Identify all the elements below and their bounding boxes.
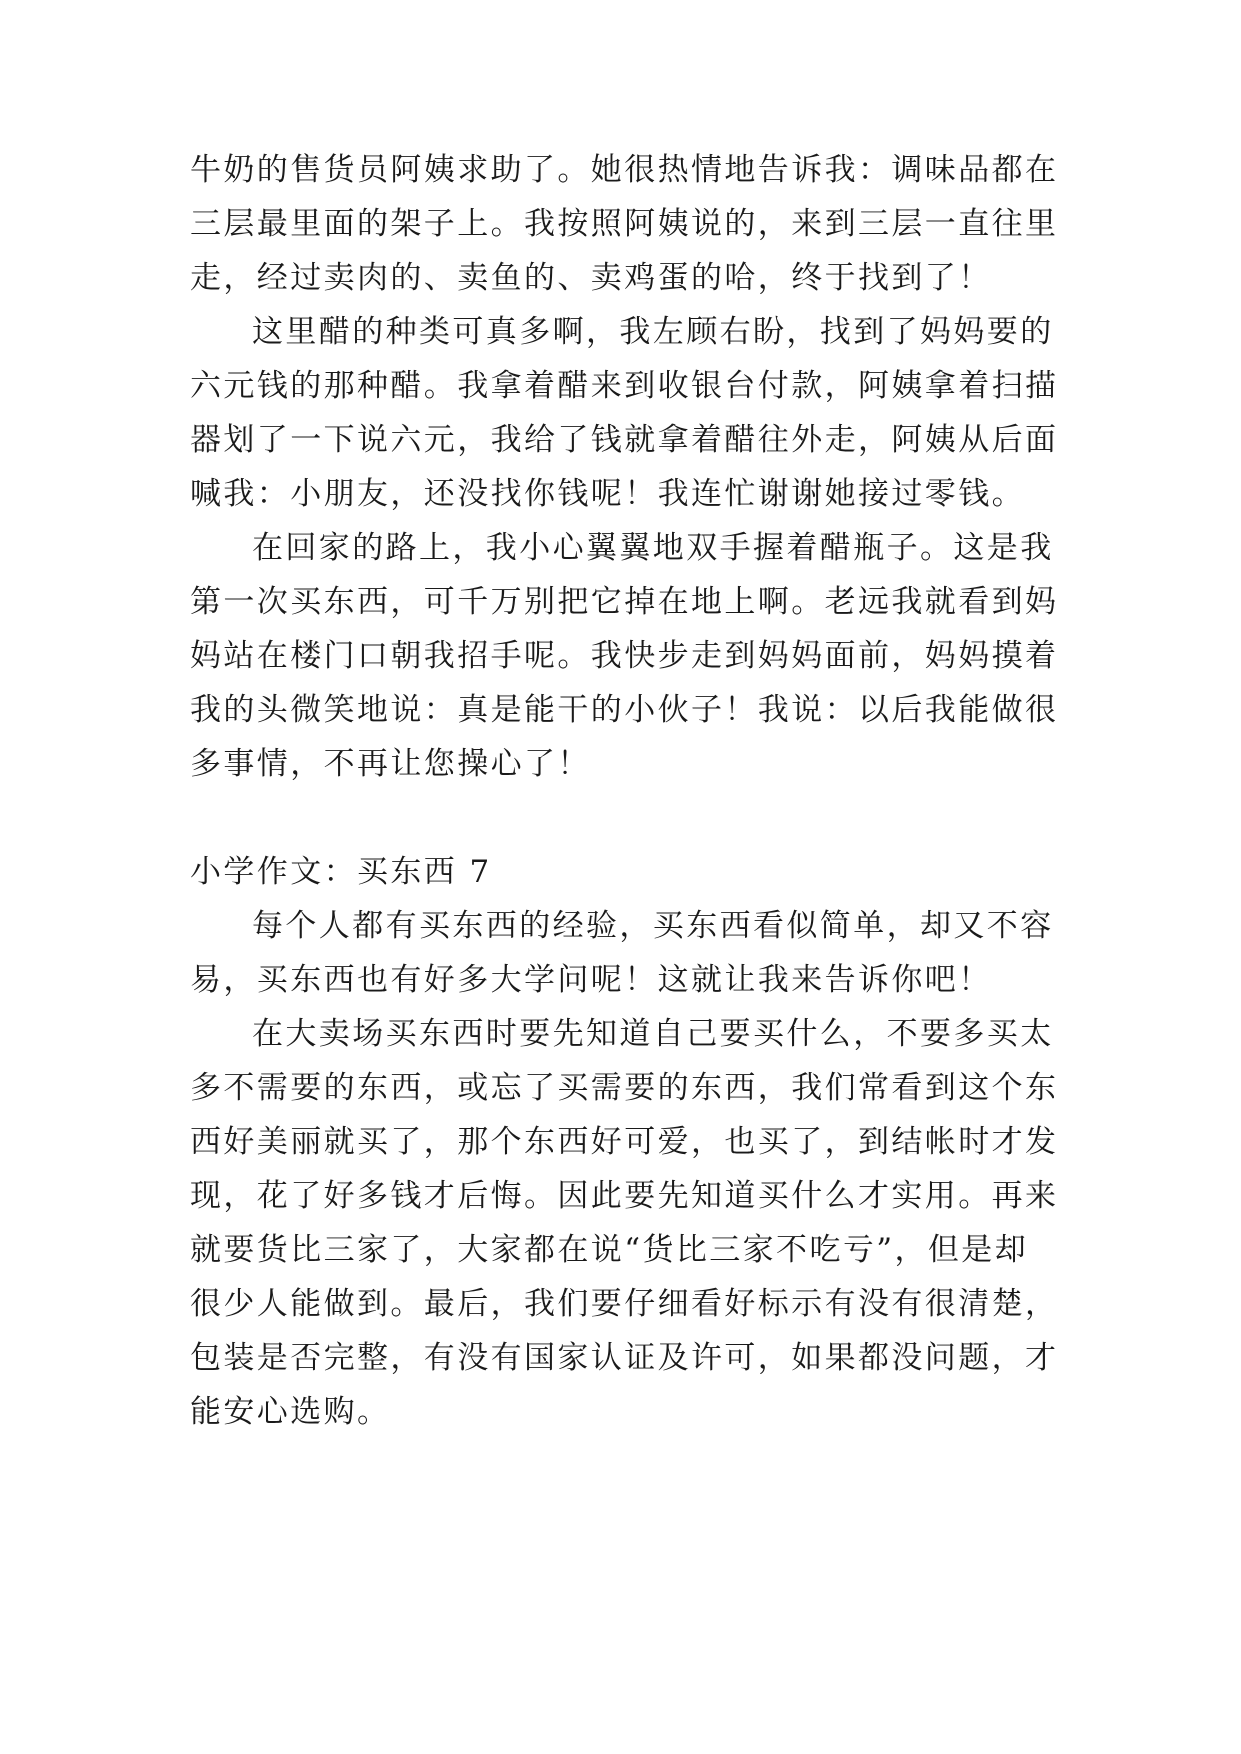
text-line: 现，花了好多钱才后悔。因此要先知道买什么才实用。再来 <box>190 1178 1059 1214</box>
text-line: 易，买东西也有好多大学问呢！这就让我来告诉你吧！ <box>190 962 992 998</box>
paragraph-start-line: 在回家的路上，我小心翼翼地双手握着醋瓶子。这是我 <box>252 530 1054 566</box>
essay-title: 小学作文：买东西 7 <box>190 854 492 890</box>
text-line: 多事情，不再让您操心了！ <box>190 746 591 782</box>
text-line: 能安心选购。 <box>190 1394 391 1430</box>
text-line: 多不需要的东西，或忘了买需要的东西，我们常看到这个东 <box>190 1070 1059 1106</box>
text-line: 很少人能做到。最后，我们要仔细看好标示有没有很清楚， <box>190 1286 1059 1322</box>
text-line: 我的头微笑地说：真是能干的小伙子！我说：以后我能做很 <box>190 692 1059 728</box>
text-line: 三层最里面的架子上。我按照阿姨说的，来到三层一直往里 <box>190 206 1059 242</box>
text-line: 走，经过卖肉的、卖鱼的、卖鸡蛋的哈，终于找到了！ <box>190 260 992 296</box>
text-line: 喊我：小朋友，还没找你钱呢！我连忙谢谢她接过零钱。 <box>190 476 1025 512</box>
paragraph-start-line: 这里醋的种类可真多啊，我左顾右盼，找到了妈妈要的 <box>252 314 1054 350</box>
text-line: 牛奶的售货员阿姨求助了。她很热情地告诉我：调味品都在 <box>190 152 1059 188</box>
paragraph-start-line: 在大卖场买东西时要先知道自己要买什么，不要多买太 <box>252 1016 1054 1052</box>
text-line: 包装是否完整，有没有国家认证及许可，如果都没问题，才 <box>190 1340 1059 1376</box>
paragraph-start-line: 每个人都有买东西的经验，买东西看似简单，却又不容 <box>252 908 1054 944</box>
text-line: 第一次买东西，可千万别把它掉在地上啊。老远我就看到妈 <box>190 584 1059 620</box>
text-line: 西好美丽就买了，那个东西好可爱，也买了，到结帐时才发 <box>190 1124 1059 1160</box>
text-line: 六元钱的那种醋。我拿着醋来到收银台付款，阿姨拿着扫描 <box>190 368 1059 404</box>
text-line: 妈站在楼门口朝我招手呢。我快步走到妈妈面前，妈妈摸着 <box>190 638 1059 674</box>
text-line: 器划了一下说六元，我给了钱就拿着醋往外走，阿姨从后面 <box>190 422 1059 458</box>
text-line: 就要货比三家了，大家都在说“货比三家不吃亏”，但是却 <box>190 1232 1029 1268</box>
